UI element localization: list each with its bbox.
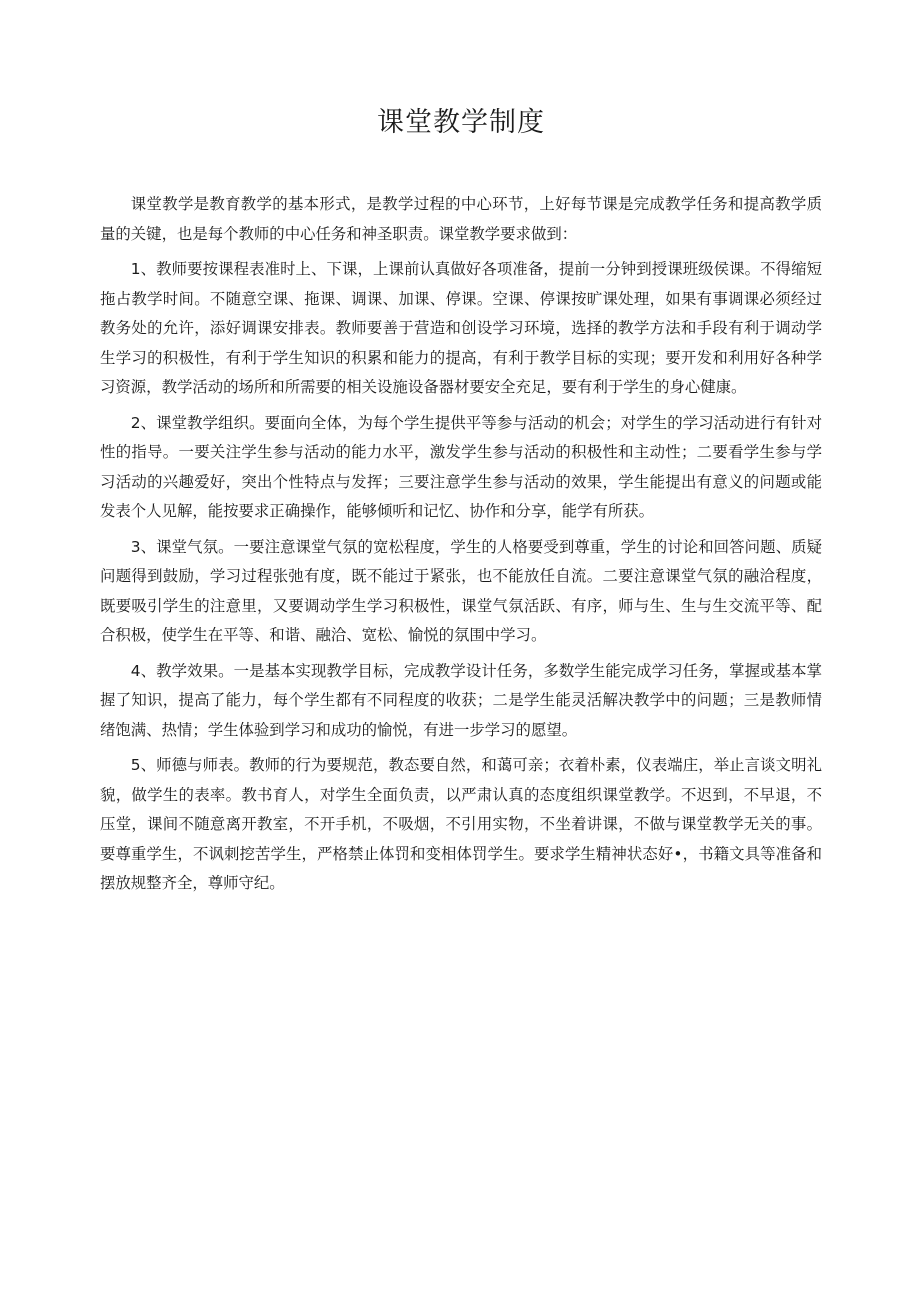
- intro-paragraph: 课堂教学是教育教学的基本形式，是教学过程的中心环节，上好每节课是完成教学任务和提高教学质量的关键，也是每个教师的中心任务和神圣职责。课堂教学要求做到：: [100, 195, 822, 243]
- section-paragraph-2: 2、课堂教学组织。要面向全体，为每个学生提供平等参与活动的机会；对学生的学习活动进行有针对性的指导。一要关注学生参与活动的能力水平，激发学生参与活动的积极性和主动性；二要看学生参与学习活动的兴趣爱好，突出个性特点与发挥；三要注意学生参与活动的效果，学生能提出有意义的问题或能发表个人见解，能按要求正确操作，能够倾听和记忆、协作和分享，能学有所获。: [100, 413, 822, 520]
- section-paragraph-1: 1、教师要按课程表准时上、下课，上课前认真做好各项准备，提前一分钟到授课班级侯课。不得缩短拖占教学时间。不随意空课、拖课、调课、加课、停课。空课、停课按旷课处理，如果有事调课必须经过教务处的允许，添好调课安排表。教师要善于营造和创设学习环境，选择的教学方法和手段有利于调动学生学习的积极性，有利于学生知识的积累和能力的提高，有利于教学目标的实现；要开发和利用好各种学习资源，教学活动的场所和所需要的相关设施设备器材要安全充足，要有利于学生的身心健康。: [100, 260, 822, 396]
- page-title: 课堂教学制度: [377, 107, 545, 138]
- section-paragraph-3: 3、课堂气氛。一要注意课堂气氛的宽松程度，学生的人格要受到尊重，学生的讨论和回答问题、质疑问题得到鼓励，学习过程张弛有度，既不能过于紧张，也不能放任自流。二要注意课堂气氛的融洽程度，既要吸引学生的注意里，又要调动学生学习积极性，课堂气氛活跃、有序，师与生、生与生交流平等、配合积极，使学生在平等、和谐、融洽、宽松、愉悦的氛围中学习。: [100, 537, 822, 644]
- section-paragraph-4: 4、教学效果。一是基本实现教学目标，完成教学设计任务，多数学生能完成学习任务，掌握或基本掌握了知识，提高了能力，每个学生都有不同程度的收获；二是学生能灵活解决教学中的问题；三是教师情绪饱满、热情；学生体验到学习和成功的愉悦，有进一步学习的愿望。: [100, 661, 822, 739]
- document-body: [100, 190, 822, 905]
- section-paragraph-5: 5、师德与师表。教师的行为要规范，教态要自然，和蔼可亲；衣着朴素，仪表端庄，举止言谈文明礼貌，做学生的表率。教书育人，对学生全面负责，以严肃认真的态度组织课堂教学。不迟到，不早退，不压堂，课间不随意离开教室，不开手机，不吸烟，不引用实物，不坐着讲课，不做与课堂教学无关的事。要尊重学生，不讽刺挖苦学生，严格禁止体罚和变相体罚学生。要求学生精神状态好•，书籍文具等准备和摆放规整齐全，尊师守纪。: [100, 756, 822, 892]
